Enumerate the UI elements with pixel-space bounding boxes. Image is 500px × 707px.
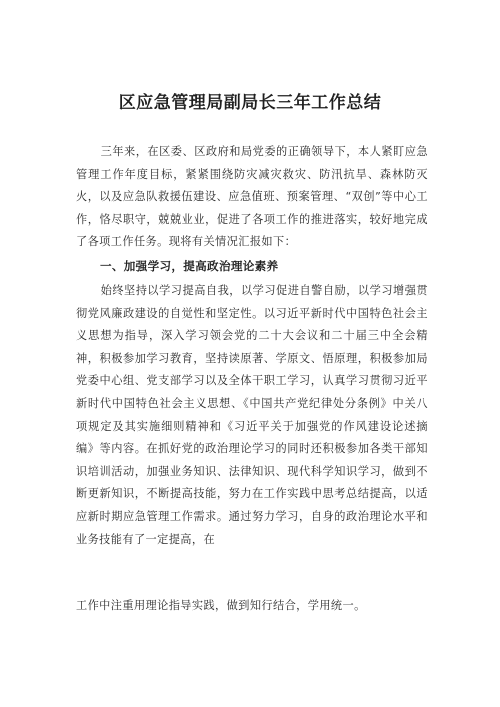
section-1-continuation — [76, 595, 428, 618]
intro-paragraph-text: 三年来，在区委、区政府和局党委的正确领导下，本人紧盯应急管理工作年度目标，紧紧围绕防灾减灾救灾、防汛抗旱、森林防灭火，以及应急队救援伍建设、应急值班、预案管理、“双创”等中心工作，恪尽职守，兢兢业业，促进了各项工作的推进落实，较好地完成了各项工作任务。现将有关情况汇报如下： — [76, 145, 428, 249]
intro-paragraph — [76, 141, 428, 254]
section-heading-1: 一、加强学习，提高政治理论素养 — [100, 259, 279, 273]
document-title: 区应急管理局副局长三年工作总结 — [118, 93, 382, 113]
section-1-paragraph — [76, 280, 428, 551]
section-1-continuation-text: 工作中注重用理论指导实践，做到知行结合，学用统一。 — [76, 599, 366, 612]
section-1-paragraph-text: 始终坚持以学习提高自我，以学习促进自警自励，以学习增强贯彻党风廉政建设的自觉性和坚定性。以习近平新时代中国特色社会主义思想为指导，深入学习领会党的二十大会议和二十届三中全会精神，积极参加学习教育，坚持读原著、学原文、悟原理，积极参加局党委中心组、党支部学习以及全体干职工学习，认真学习贯彻习近平新时代中国特色社会主义思想、《中国共产党纪律处分条例》中关八项规定及其实施细则精神和《习近平关于加强党的作风建设论述摘编》等内容。在抓好党的政治理论学习的同时还积极参加各类干部知识培训活动，加强业务知识、法律知识、现代科学知识学习，做到不断更新知识，不断提高技能，努力在工作实践中思考总结提高，以适应新时期应急管理工作需求。通过努力学习，自身的政治理论水平和业务技能有了一定提高，在 — [76, 284, 428, 546]
